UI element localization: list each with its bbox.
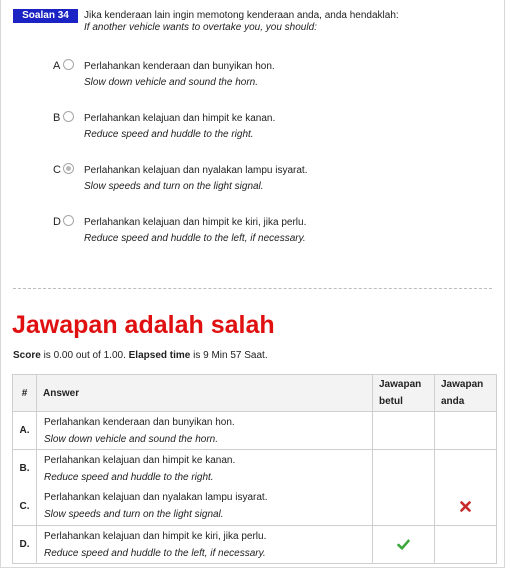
header-answer: Answer [37, 375, 373, 412]
row-answer: Perlahankan kelajuan dan himpit ke kiri, jika perlu. Reduce speed and huddle to the left, if necessary. [37, 526, 373, 564]
header-your-answer: Jawapan anda [435, 375, 497, 412]
option-b-text-ms: Perlahankan kelajuan dan himpit ke kanan. [84, 113, 276, 124]
score-label: Score [13, 350, 41, 361]
row-key: A. [13, 412, 37, 450]
row-key: B. [13, 450, 37, 488]
option-letter: A [53, 60, 61, 72]
table-row [13, 526, 497, 564]
option-b[interactable] [51, 108, 491, 138]
option-a[interactable] [51, 56, 491, 86]
question-number-badge: Soalan 34 [13, 9, 78, 23]
question-text-en: If another vehicle wants to overtake you, you should: [84, 22, 317, 33]
row-correct-mark [373, 488, 435, 526]
option-a-text-ms: Perlahankan kenderaan dan bunyikan hon. [84, 61, 275, 72]
option-letter: B [53, 112, 61, 124]
question-text [84, 10, 399, 34]
row-key: C. [13, 488, 37, 526]
option-c-text-en: Slow speeds and turn on the light signal. [84, 181, 264, 192]
header-number: # [13, 375, 37, 412]
option-c-text-ms: Perlahankan kelajuan dan nyalakan lampu isyarat. [84, 165, 308, 176]
option-d-text-en: Reduce speed and huddle to the left, if necessary. [84, 233, 306, 244]
elapsed-value: is 9 Min 57 Saat. [190, 350, 268, 361]
option-d-radio[interactable] [63, 215, 74, 226]
option-d[interactable] [51, 212, 491, 242]
option-c[interactable] [51, 160, 491, 190]
cross-icon [460, 501, 471, 512]
option-b-radio[interactable] [63, 111, 74, 122]
elapsed-label: Elapsed time [128, 350, 191, 361]
score-line [13, 350, 268, 361]
row-correct-mark [373, 450, 435, 488]
row-key: D. [13, 526, 37, 564]
option-b-text-en: Reduce speed and huddle to the right. [84, 129, 254, 140]
table-row [13, 412, 497, 450]
check-icon [397, 539, 410, 550]
table-header-row [13, 375, 497, 412]
table-row [13, 450, 497, 488]
row-answer: Perlahankan kelajuan dan himpit ke kanan. Reduce speed and huddle to the right. [37, 450, 373, 488]
answer-table [12, 374, 497, 564]
table-row [13, 488, 497, 526]
row-correct-mark [373, 412, 435, 450]
row-your-mark [435, 412, 497, 450]
row-your-mark [435, 450, 497, 488]
option-d-text-ms: Perlahankan kelajuan dan himpit ke kiri, jika perlu. [84, 217, 307, 228]
row-your-mark [435, 488, 497, 526]
row-your-mark [435, 526, 497, 564]
row-answer: Perlahankan kelajuan dan nyalakan lampu isyarat. Slow speeds and turn on the light signal. [37, 488, 373, 526]
option-a-text-en: Slow down vehicle and sound the horn. [84, 77, 259, 88]
section-divider [13, 288, 492, 289]
option-letter: C [53, 164, 61, 176]
row-answer: Perlahankan kenderaan dan bunyikan hon. Slow down vehicle and sound the horn. [37, 412, 373, 450]
option-letter: D [53, 216, 61, 228]
question-text-ms: Jika kenderaan lain ingin memotong kenderaan anda, anda hendaklah: [84, 10, 399, 21]
row-correct-mark [373, 526, 435, 564]
option-a-radio[interactable] [63, 59, 74, 70]
option-c-radio[interactable] [63, 163, 74, 174]
score-value: is 0.00 out of 1.00. [40, 350, 129, 361]
header-correct-answer: Jawapan betul [373, 375, 435, 412]
result-title: Jawapan adalah salah [12, 311, 275, 339]
